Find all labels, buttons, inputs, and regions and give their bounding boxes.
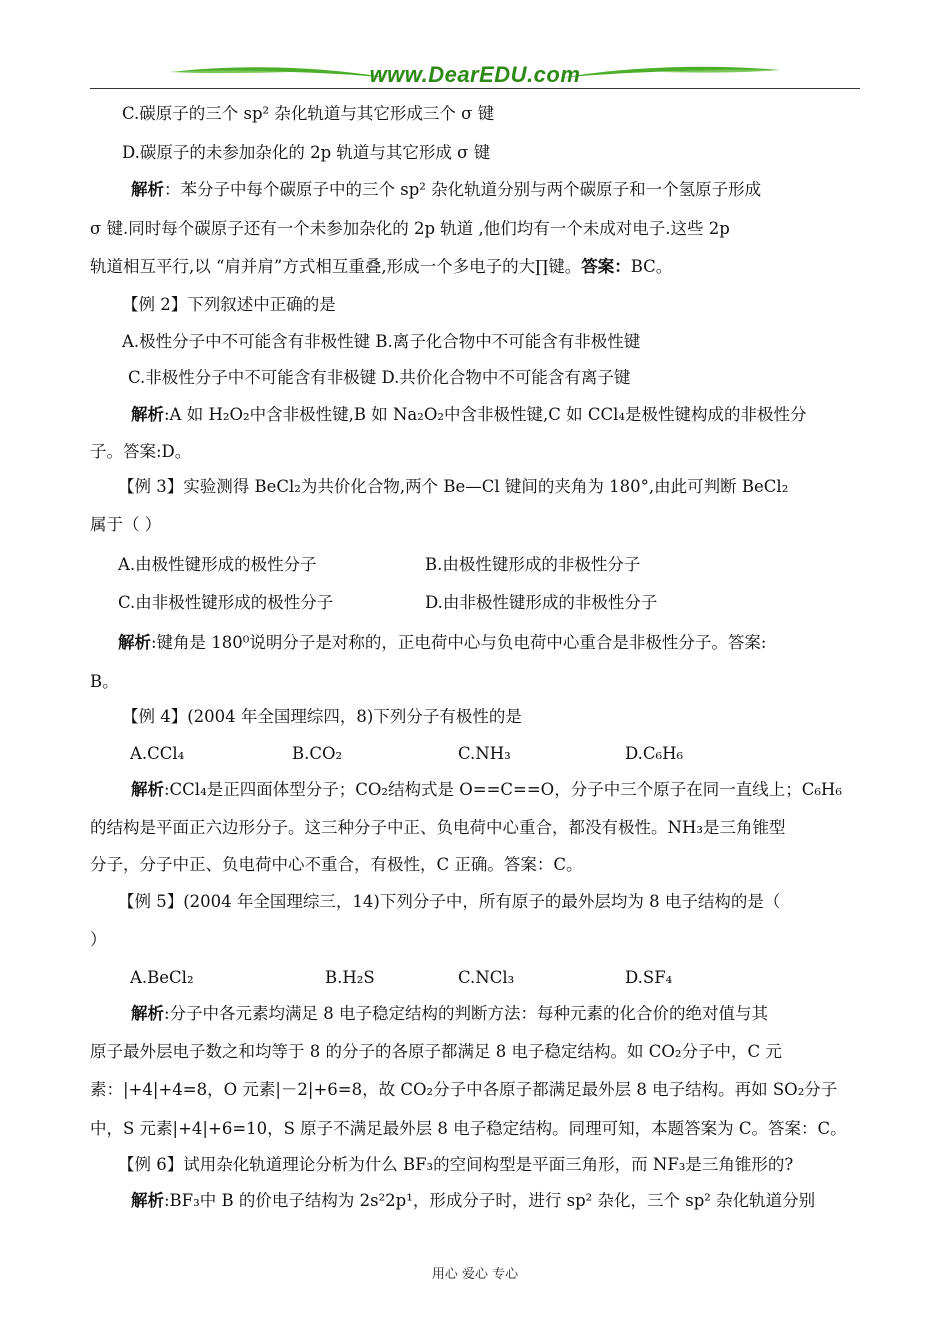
example-3-option-a: A.由极性键形成的极性分子 xyxy=(118,555,317,574)
example-3-option-d: D.由非极性键形成的非极性分子 xyxy=(425,593,658,612)
text-line: 素：|+4|+4=8，O 元素|－2|+6=8，故 CO₂分子中各原子都满足最外层 8 电子结构。再如 SO₂分子 xyxy=(90,1080,838,1099)
header-rule xyxy=(90,88,860,89)
analysis-text: ：苯分子中每个碳原子中的三个 sp² 杂化轨道分别与两个碳原子和一个氢原子形成 xyxy=(164,180,762,199)
text-line: B。 xyxy=(90,672,119,691)
page-footer: 用心 爱心 专心 xyxy=(431,1267,519,1282)
option-c-line: C.碳原子的三个 sp² 杂化轨道与其它形成三个 σ 键 xyxy=(122,104,495,123)
analysis-text: :分子中各元素均满足 8 电子稳定结构的判断方法：每种元素的化合价的绝对值与其 xyxy=(164,1004,769,1023)
analysis-line xyxy=(131,1191,815,1211)
analysis-label: 解析 xyxy=(131,1191,164,1210)
example-2-question: 【例 2】下列叙述中正确的是 xyxy=(122,295,336,314)
option-d-line: D.碳原子的未参加杂化的 2p 轨道与其它形成 σ 键 xyxy=(122,143,491,162)
example-3-option-c: C.由非极性键形成的极性分子 xyxy=(118,593,334,612)
text-line: 的结构是平面正六边形分子。这三种分子中正、负电荷中心重合，都没有极性。NH₃是三角锥型 xyxy=(90,818,786,837)
example-5-option-a: A.BeCl₂ xyxy=(130,968,194,987)
example-3-option-b: B.由极性键形成的非极性分子 xyxy=(425,555,641,574)
example-5-option-d: D.SF₄ xyxy=(625,968,673,987)
text-line: σ 键.同时每个碳原子还有一个未参加杂化的 2p 轨道 ,他们均有一个未成对电子.这些 2p xyxy=(90,219,730,238)
text-line: 子。答案:D。 xyxy=(90,442,192,461)
analysis-label: 解析 xyxy=(131,405,164,424)
example-3-question: 【例 3】实验测得 BeCl₂为共价化合物,两个 Be—Cl 键间的夹角为 180°,由此可判断 BeCl₂ xyxy=(118,477,789,496)
text-line: 分子，分子中正、负电荷中心不重合，有极性，C 正确。答案：C。 xyxy=(90,855,583,874)
analysis-line xyxy=(131,180,761,200)
analysis-line xyxy=(131,1004,768,1024)
text-line: 原子最外层电子数之和均等于 8 的分子的各原子都满足 8 电子稳定结构。如 CO₂分子中，C 元 xyxy=(90,1042,782,1061)
analysis-line xyxy=(118,633,766,653)
example-6-question: 【例 6】试用杂化轨道理论分析为什么 BF₃的空间构型是平面三角形，而 NF₃是三角锥形的? xyxy=(118,1155,794,1174)
page-header xyxy=(90,58,860,90)
text-line: 属于（ ） xyxy=(90,515,162,534)
analysis-text: :A 如 H₂O₂中含非极性键,B 如 Na₂O₂中含非极性键,C 如 CCl₄是极性键构成的非极性分 xyxy=(164,405,807,424)
analysis-label: 解析 xyxy=(131,1004,164,1023)
example-4-option-a: A.CCl₄ xyxy=(130,744,185,763)
example-5-option-c: C.NCl₃ xyxy=(458,968,515,987)
answer-value: BC。 xyxy=(630,257,673,276)
text-span: 轨道相互平行,以 “肩并肩”方式相互重叠,形成一个多电子的大∏键。 xyxy=(90,257,582,276)
example-2-options-ab: A.极性分子中不可能含有非极性键 B.离子化合物中不可能含有非极性键 xyxy=(122,332,641,351)
example-5-question: 【例 5】(2004 年全国理综三，14)下列分子中，所有原子的最外层均为 8 电子结构的是（ xyxy=(118,892,781,911)
analysis-text: :BF₃中 B 的价电子结构为 2s²2p¹，形成分子时，进行 sp² 杂化，三个 sp² 杂化轨道分别 xyxy=(164,1191,816,1210)
example-4-question: 【例 4】(2004 年全国理综四，8)下列分子有极性的是 xyxy=(122,707,522,726)
example-2-options-cd: C.非极性分子中不可能含有非极键 D.共价化合物中不可能含有离子键 xyxy=(128,368,631,387)
analysis-line xyxy=(131,780,842,800)
example-4-option-c: C.NH₃ xyxy=(458,744,511,763)
analysis-label: 解析 xyxy=(118,633,151,652)
example-5-option-b: B.H₂S xyxy=(325,968,375,987)
analysis-text: :CCl₄是正四面体型分子；CO₂结构式是 O==C==O，分子中三个原子在同一直线上；C₆H₆ xyxy=(164,780,842,799)
example-4-option-d: D.C₆H₆ xyxy=(625,744,684,763)
answer-label: 答案： xyxy=(581,257,631,276)
analysis-text: :键角是 180⁰说明分子是对称的，正电荷中心与负电荷中心重合是非极性分子。答案: xyxy=(151,633,767,652)
text-line: 中，S 元素|+4|+6=10，S 原子不满足最外层 8 电子稳定结构。同理可知，本题答案为 C。答案：C。 xyxy=(90,1119,847,1138)
analysis-label: 解析 xyxy=(131,180,164,199)
example-4-option-b: B.CO₂ xyxy=(292,744,343,763)
analysis-label: 解析 xyxy=(131,780,164,799)
site-logo: www.DearEDU.com xyxy=(369,62,581,87)
text-line: ） xyxy=(90,930,107,949)
analysis-line xyxy=(131,405,807,425)
text-line xyxy=(90,257,672,277)
